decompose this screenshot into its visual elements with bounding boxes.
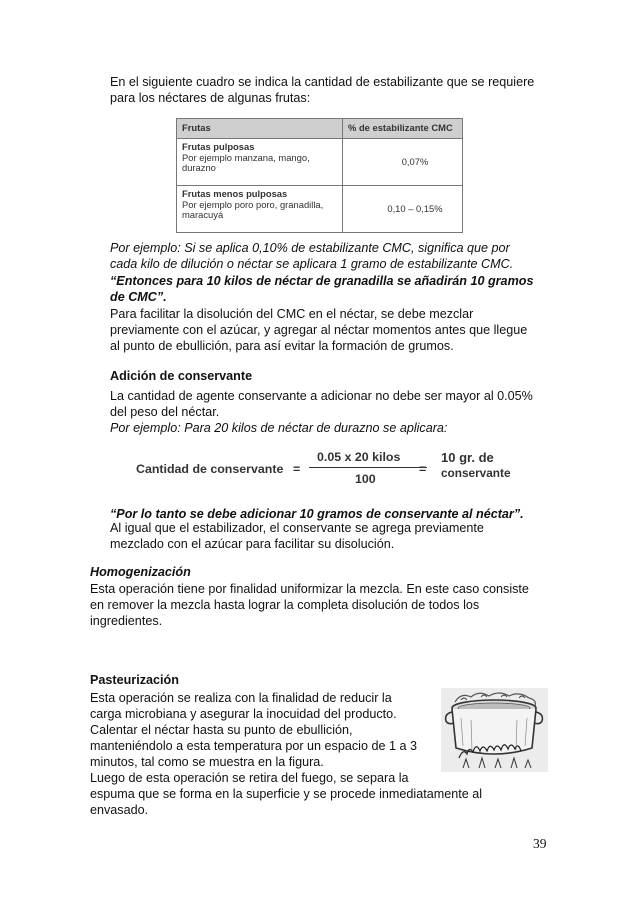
intro-line-2: para los néctares de algunas frutas: [110, 91, 311, 105]
formula-fraction-bar [309, 467, 427, 468]
fruit-group-label: Frutas menos pulposas [182, 188, 288, 199]
pasteurizacion-line-3: Calentar el néctar hasta su punto de ebullición, [90, 723, 353, 737]
pasteurizacion-line-8: envasado. [90, 803, 149, 817]
pasteurizacion-line-5: minutos, tal como se muestra en la figura. [90, 755, 324, 769]
pasteurizacion-line-4: manteniéndolo a esta temperatura por un espacio de 1 a 3 [90, 739, 417, 753]
conservante-line-1: La cantidad de agente conservante a adicionar no debe ser mayor al 0.05% [110, 389, 533, 403]
pasteurizacion-paragraph [90, 690, 430, 786]
boiling-pot-illustration [441, 688, 548, 772]
page-number: 39 [533, 836, 547, 851]
fruit-example: Por ejemplo manzana, mango, [182, 151, 310, 163]
fruit-example: durazno [182, 162, 216, 173]
table-cell-fruit-group [177, 186, 343, 233]
table-header-cmc: % de estabilizante CMC [343, 119, 463, 139]
pasteurizacion-line-2: carga microbiana y asegurar la inocuidad del producto. [90, 707, 397, 721]
pasteurizacion-tail [90, 786, 546, 818]
conservante-quote: “Por lo tanto se debe adicionar 10 gramos de conservante al néctar”. [110, 507, 524, 521]
table-row [177, 186, 463, 233]
pasteurizacion-heading: Pasteurización [90, 673, 179, 687]
cmc-example-line-2: cada kilo de dilución o néctar se aplicara 1 gramo de estabilizante CMC. [110, 257, 514, 271]
homogenizacion-line-2: en remover la mezcla hasta lograr la completa disolución de todos los [90, 598, 480, 612]
formula-lhs: Cantidad de conservante [136, 462, 284, 476]
cmc-example-line-1: Por ejemplo: Si se aplica 0,10% de estabilizante CMC, significa que por [110, 241, 510, 255]
dissolution-line-2: previamente con el azúcar, y agregar al néctar momentos antes que llegue [110, 323, 528, 337]
pasteurizacion-line-7: espuma que se forma en la superficie y se procede inmediatamente al [90, 787, 483, 801]
stabilizer-note-line-2: mezclado con el azúcar para facilitar su disolución. [110, 537, 395, 551]
dissolution-line-3: al punto de ebullición, para así evitar la formación de grumos. [110, 339, 454, 353]
cmc-quote-line-1: “Entonces para 10 kilos de néctar de granadilla se añadirán 10 gramos [110, 274, 534, 288]
conservante-paragraph [110, 388, 546, 436]
homogenizacion-paragraph [90, 581, 546, 629]
formula-result-line-1: 10 gr. de [441, 450, 494, 465]
formula-equals-1: = [293, 462, 301, 476]
homogenizacion-line-1: Esta operación tiene por finalidad uniformizar la mezcla. En este caso consiste [90, 582, 529, 596]
pasteurizacion-line-6: Luego de esta operación se retira del fuego, se separa la [90, 771, 409, 785]
pasteurizacion-line-1: Esta operación se realiza con la finalidad de reducir la [90, 691, 392, 705]
formula-equals-2: = [419, 462, 427, 476]
stabilizer-note-line-1: Al igual que el estabilizador, el conservante se agrega previamente [110, 521, 484, 535]
table-row [177, 139, 463, 186]
table-cell-cmc-value: 0,07% [343, 139, 463, 186]
fruit-example: Por ejemplo poro poro, granadilla, [182, 198, 324, 210]
cmc-quote [110, 273, 546, 305]
conservante-formula [136, 440, 516, 496]
conservante-heading: Adición de conservante [110, 369, 253, 383]
stabilizer-note-paragraph [110, 520, 546, 552]
formula-numerator: 0.05 x 20 kilos [317, 450, 401, 464]
stabilizer-table [176, 118, 463, 233]
cmc-quote-line-2: de CMC”. [110, 290, 167, 304]
dissolution-line-1: Para facilitar la disolución del CMC en el néctar, se debe mezclar [110, 307, 474, 321]
formula-result-line-2: conservante [441, 466, 511, 480]
conservante-line-2: del peso del néctar. [110, 405, 220, 419]
formula-denominator: 100 [355, 472, 376, 486]
homogenizacion-heading: Homogenización [90, 565, 191, 579]
cmc-example-paragraph [110, 240, 546, 272]
conservante-example: Por ejemplo: Para 20 kilos de néctar de durazno se aplicara: [110, 421, 448, 435]
table-cell-fruit-group [177, 139, 343, 186]
fruit-group-label: Frutas pulposas [182, 141, 255, 152]
homogenizacion-line-3: ingredientes. [90, 614, 163, 628]
table-header-row [177, 119, 463, 139]
dissolution-paragraph [110, 306, 546, 354]
fruit-example: maracuyá [182, 209, 224, 220]
table-cell-cmc-value: 0,10 – 0,15% [343, 186, 463, 233]
table-header-fruits: Frutas [177, 119, 343, 139]
intro-line-1: En el siguiente cuadro se indica la cantidad de estabilizante que se requiere [110, 75, 535, 89]
intro-paragraph [110, 74, 546, 106]
